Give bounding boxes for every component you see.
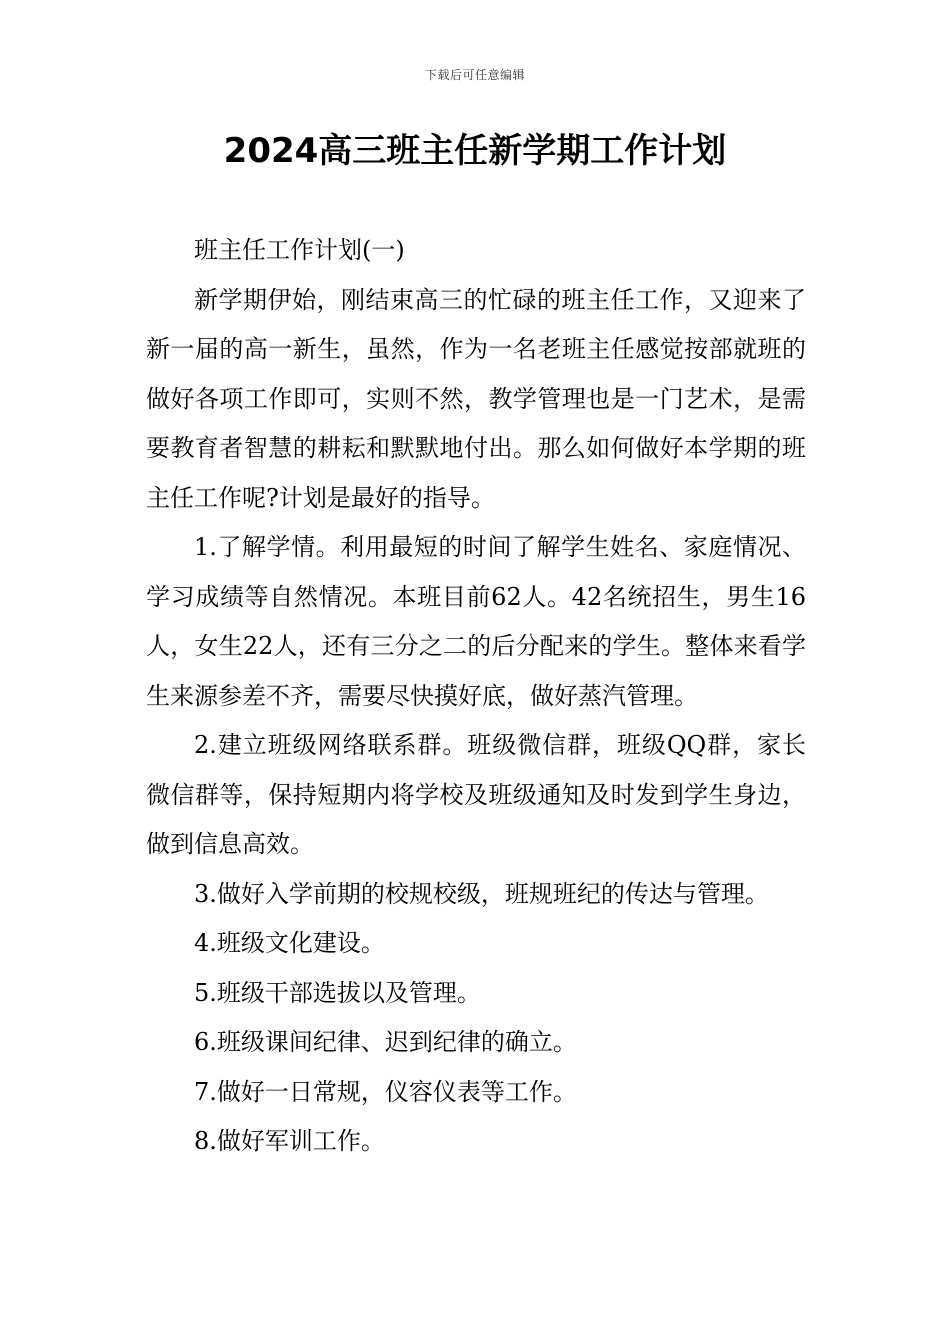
plan-item-8: 8.做好军训工作。 [194, 1127, 385, 1155]
document-title: 2024高三班主任新学期工作计划 [223, 131, 727, 171]
document-body [146, 226, 806, 1167]
plan-item-1: 1.了解学情。利用最短的时间了解学生姓名、家庭情况、学习成绩等自然情况。本班目前62人。42名统招生，男生16人，女生22人，还有三分之二的后分配来的学生。整体来看学生来源参差不齐，需要尽快摸好底，做好蒸汽管理。 [146, 533, 806, 710]
plan-item-3: 3.做好入学前期的校规校级，班规班纪的传达与管理。 [194, 879, 769, 908]
plan-item-5: 5.班级干部选拔以及管理。 [194, 978, 481, 1007]
header-note: 下载后可任意编辑 [424, 68, 525, 82]
plan-item-6: 6.班级课间纪律、迟到纪律的确立。 [194, 1028, 577, 1056]
section-heading: 班主任工作计划(一) [194, 236, 405, 264]
intro-paragraph: 新学期伊始，刚结束高三的忙碌的班主任工作，又迎来了新一届的高一新生，虽然，作为一名老班主任感觉按部就班的做好各项工作即可，实则不然，教学管理也是一门艺术，是需要教育者智慧的耕耘和默默地付出。那么如何做好本学期的班主任工作呢?计划是最好的指导。 [146, 285, 806, 512]
plan-item-2: 2.建立班级网络联系群。班级微信群，班级QQ群，家长微信群等，保持短期内将学校及班级通知及时发到学生身边，做到信息高效。 [146, 731, 806, 858]
plan-item-7: 7.做好一日常规，仪容仪表等工作。 [194, 1077, 577, 1106]
plan-item-4: 4.班级文化建设。 [194, 929, 385, 957]
